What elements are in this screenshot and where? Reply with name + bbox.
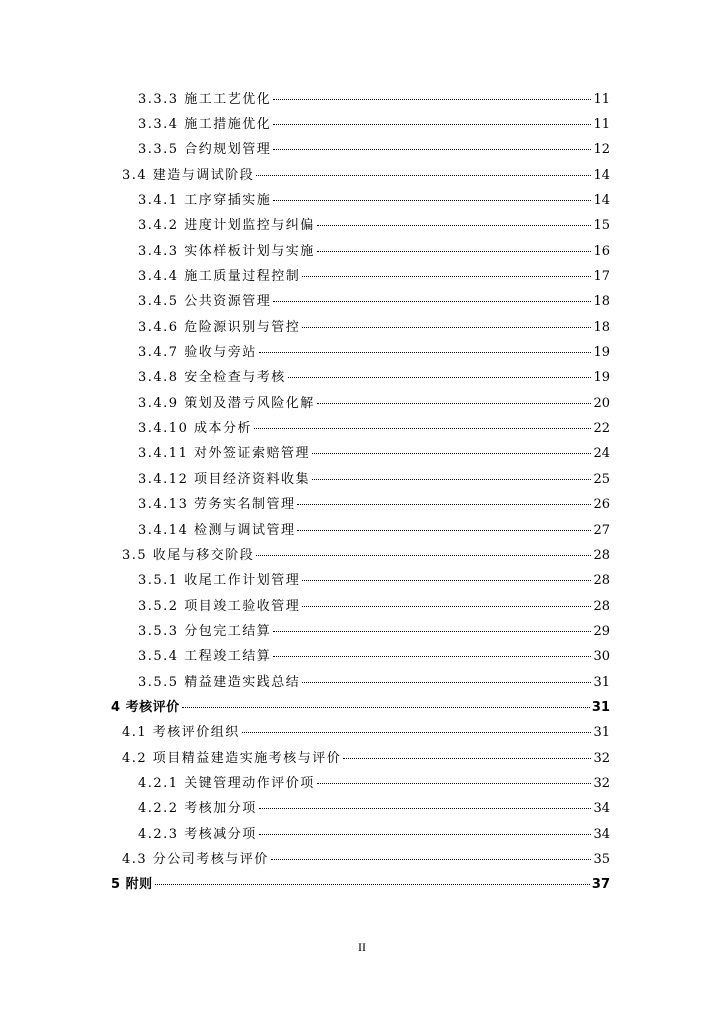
toc-leader	[302, 580, 591, 581]
toc-leader	[317, 251, 592, 252]
toc-entry-page: 28	[593, 547, 610, 563]
toc-entry-page: 16	[593, 243, 610, 259]
toc-leader	[182, 707, 590, 708]
toc-entry-page: 27	[593, 522, 610, 538]
toc-leader	[273, 301, 591, 302]
toc-entry-label: 3.4 建造与调试阶段	[122, 167, 255, 183]
toc-leader	[254, 428, 591, 429]
toc-entry-page: 29	[593, 623, 610, 639]
toc-entry-page: 14	[593, 193, 610, 209]
toc-entry-label: 3.5.3 分包完工结算	[138, 623, 272, 639]
toc-entry-label: 3.3.3 施工工艺优化	[138, 91, 272, 107]
toc-entry[interactable]	[0, 467, 724, 492]
toc-leader	[273, 631, 591, 632]
toc-leader	[317, 225, 592, 226]
toc-entry[interactable]	[0, 594, 724, 619]
toc-entry-page: 15	[593, 218, 610, 234]
toc-chapter-entry[interactable]	[0, 873, 724, 898]
toc-entry-label: 5 附则	[111, 877, 153, 893]
toc-leader	[297, 504, 591, 505]
toc-leader	[256, 555, 591, 556]
toc-leader	[302, 276, 591, 277]
toc-entry-label: 3.4.6 危险源识别与管控	[138, 319, 301, 335]
toc-entry-page: 35	[593, 851, 610, 867]
toc-entry-label: 3.4.12 项目经济资料收集	[138, 471, 310, 487]
toc-entry-page: 31	[591, 699, 610, 715]
toc-leader	[273, 124, 591, 125]
toc-entry-label: 4.2.1 关键管理动作评价项	[138, 775, 315, 791]
toc-entry[interactable]	[0, 340, 724, 365]
toc-entry-label: 4.2.3 考核减分项	[138, 826, 257, 842]
toc-entry-label: 3.4.13 劳务实名制管理	[138, 497, 296, 513]
toc-entry-label: 3.4.8 安全检查与考核	[138, 370, 286, 386]
toc-entry[interactable]	[0, 518, 724, 543]
toc-leader	[259, 834, 592, 835]
toc-entry-page: 22	[593, 421, 610, 437]
toc-leader	[273, 99, 591, 100]
toc-entry[interactable]	[0, 822, 724, 847]
toc-leader	[273, 656, 591, 657]
toc-entry-page: 25	[593, 471, 610, 487]
toc-entry-label: 3.4.9 策划及潜亏风险化解	[138, 395, 315, 411]
toc-leader	[343, 758, 591, 759]
page-number: II	[358, 940, 366, 954]
toc-entry-page: 11	[593, 91, 610, 107]
toc-leader	[256, 175, 591, 176]
toc-entry[interactable]	[0, 670, 724, 695]
toc-entry-page: 34	[593, 826, 610, 842]
toc-entry[interactable]	[0, 264, 724, 289]
table-of-contents	[0, 87, 724, 898]
toc-entry-page: 17	[593, 269, 610, 285]
toc-entry-label: 4 考核评价	[111, 699, 180, 715]
toc-leader	[302, 327, 591, 328]
toc-entry-label: 4.1 考核评价组织	[122, 725, 240, 741]
toc-leader	[302, 606, 591, 607]
toc-entry[interactable]	[0, 112, 724, 137]
toc-entry-label: 3.4.10 成本分析	[138, 421, 252, 437]
toc-entry[interactable]	[0, 239, 724, 264]
toc-entry-page: 19	[593, 370, 610, 386]
toc-entry-label: 3.3.4 施工措施优化	[138, 117, 272, 133]
toc-entry-page: 32	[593, 750, 610, 766]
toc-entry[interactable]	[0, 797, 724, 822]
toc-leader	[155, 884, 590, 885]
toc-entry[interactable]	[0, 493, 724, 518]
toc-entry[interactable]	[0, 163, 724, 188]
toc-leader	[317, 783, 592, 784]
toc-entry[interactable]	[0, 188, 724, 213]
toc-entry-page: 14	[593, 167, 610, 183]
toc-leader	[259, 352, 592, 353]
toc-entry-label: 4.3 分公司考核与评价	[122, 851, 269, 867]
toc-entry-page: 32	[593, 775, 610, 791]
toc-leader	[271, 859, 592, 860]
toc-entry-page: 31	[593, 725, 610, 741]
toc-leader	[259, 808, 592, 809]
toc-leader	[312, 479, 591, 480]
toc-entry-label: 4.2.2 考核加分项	[138, 801, 257, 817]
toc-leader	[312, 453, 591, 454]
toc-entry-label: 3.5.2 项目竣工验收管理	[138, 598, 301, 614]
toc-entry-page: 12	[593, 142, 610, 158]
toc-entry-page: 37	[591, 877, 610, 893]
toc-entry[interactable]	[0, 391, 724, 416]
toc-entry-page: 30	[593, 649, 610, 665]
toc-entry-label: 3.4.3 实体样板计划与实施	[138, 243, 315, 259]
toc-entry-label: 3.3.5 合约规划管理	[138, 142, 272, 158]
toc-entry[interactable]	[0, 746, 724, 771]
toc-entry[interactable]	[0, 619, 724, 644]
toc-entry-label: 3.4.1 工序穿插实施	[138, 193, 272, 209]
toc-entry-label: 3.4.14 检测与调试管理	[138, 522, 296, 538]
toc-entry-page: 34	[593, 801, 610, 817]
toc-entry-label: 3.5.5 精益建造实践总结	[138, 674, 301, 690]
toc-entry[interactable]	[0, 416, 724, 441]
toc-entry[interactable]	[0, 366, 724, 391]
toc-entry-label: 4.2 项目精益建造实施考核与评价	[122, 750, 342, 766]
toc-entry-label: 3.4.4 施工质量过程控制	[138, 269, 301, 285]
toc-entry[interactable]	[0, 138, 724, 163]
toc-leader	[297, 530, 591, 531]
toc-leader	[273, 149, 591, 150]
toc-leader	[288, 377, 592, 378]
toc-leader	[242, 732, 592, 733]
toc-entry-page: 31	[593, 674, 610, 690]
toc-entry-page: 24	[593, 446, 610, 462]
toc-entry-page: 11	[593, 117, 610, 133]
toc-entry-page: 18	[593, 319, 610, 335]
toc-entry-label: 3.5.1 收尾工作计划管理	[138, 573, 301, 589]
toc-leader	[273, 200, 591, 201]
toc-entry-page: 18	[593, 294, 610, 310]
toc-entry-label: 3.5 收尾与移交阶段	[122, 547, 255, 563]
toc-entry[interactable]	[0, 214, 724, 239]
toc-leader	[317, 403, 592, 404]
toc-entry-page: 28	[593, 598, 610, 614]
toc-entry-label: 3.4.5 公共资源管理	[138, 294, 272, 310]
toc-entry-label: 3.4.2 进度计划监控与纠偏	[138, 218, 315, 234]
toc-entry[interactable]	[0, 721, 724, 746]
toc-entry[interactable]	[0, 442, 724, 467]
toc-leader	[302, 682, 591, 683]
toc-entry-page: 28	[593, 573, 610, 589]
toc-entry[interactable]	[0, 847, 724, 872]
toc-chapter-entry[interactable]	[0, 695, 724, 720]
toc-entry-label: 3.5.4 工程竣工结算	[138, 649, 272, 665]
toc-entry-label: 3.4.7 验收与旁站	[138, 345, 257, 361]
toc-entry-label: 3.4.11 对外签证索赔管理	[138, 446, 310, 462]
toc-entry-page: 20	[593, 395, 610, 411]
toc-entry[interactable]	[0, 315, 724, 340]
toc-entry-page: 19	[593, 345, 610, 361]
toc-entry-page: 26	[593, 497, 610, 513]
toc-entry[interactable]	[0, 645, 724, 670]
toc-entry[interactable]	[0, 569, 724, 594]
toc-entry[interactable]	[0, 771, 724, 796]
toc-entry[interactable]	[0, 290, 724, 315]
toc-entry[interactable]	[0, 87, 724, 112]
toc-entry[interactable]	[0, 543, 724, 568]
